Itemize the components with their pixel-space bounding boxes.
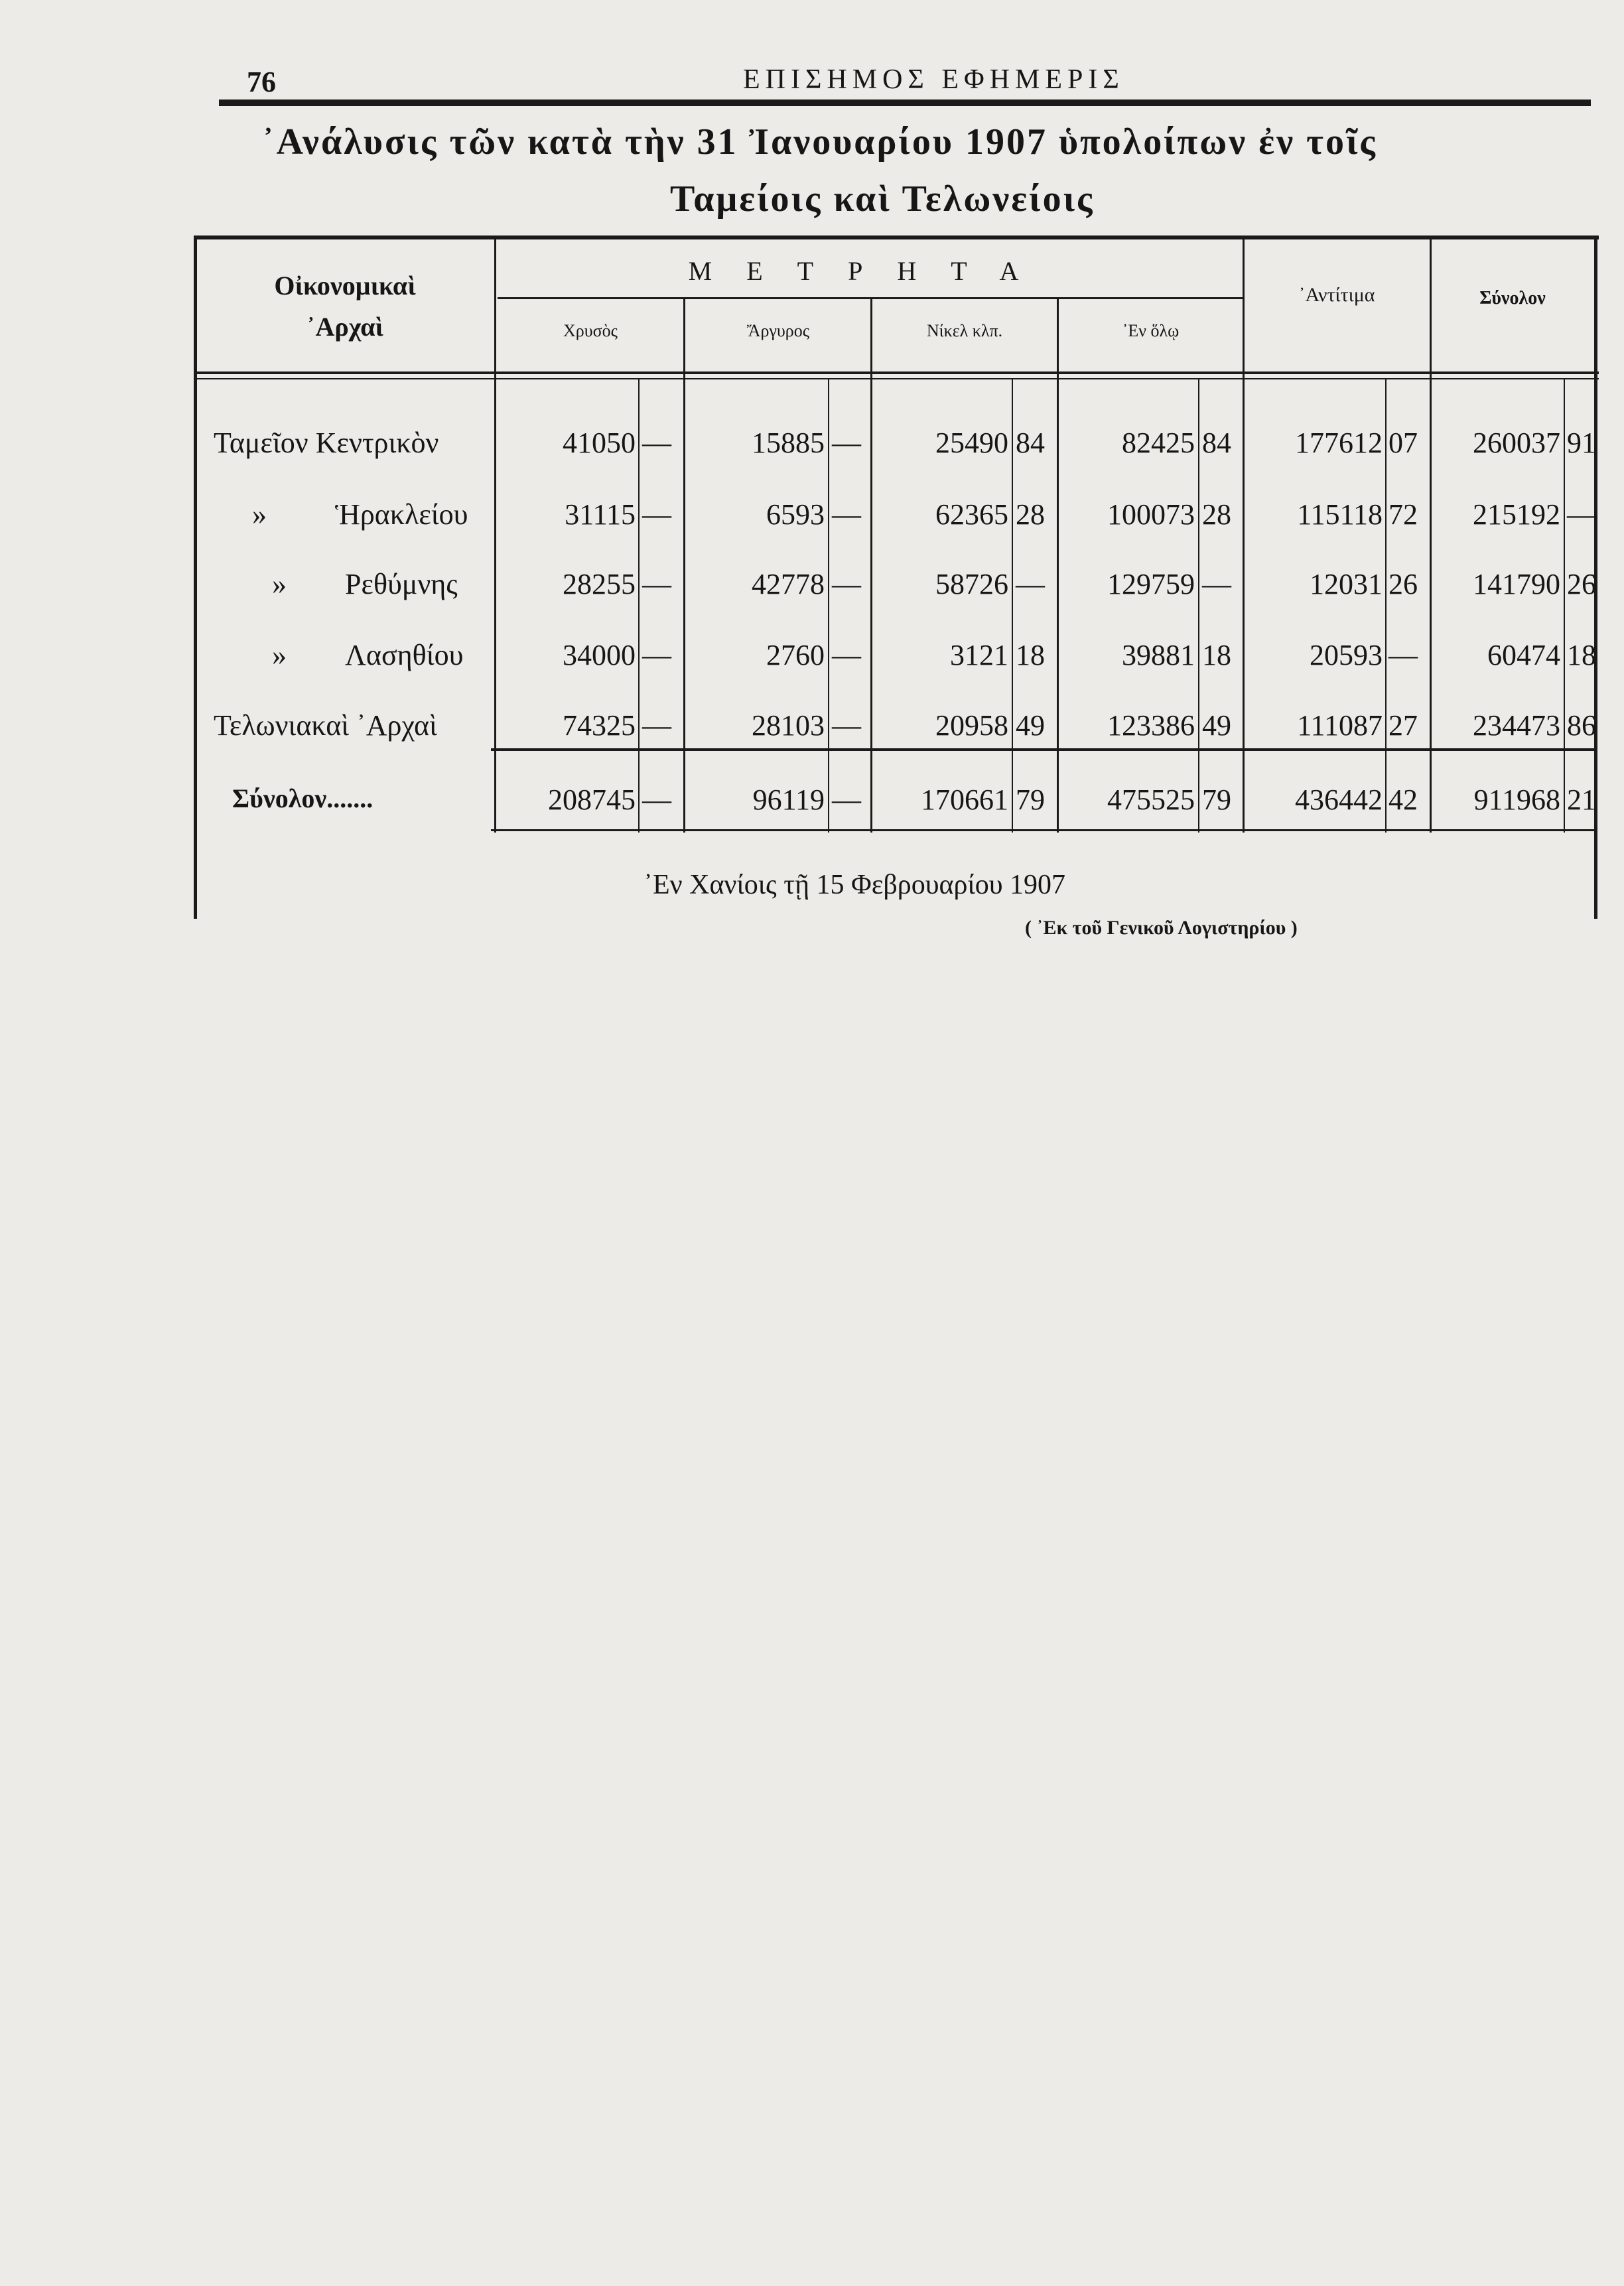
cell-total-frac: 91 (1567, 427, 1596, 459)
cell-silver-frac: — (832, 427, 861, 459)
cell-total-frac: — (1567, 498, 1596, 531)
total-silver: 96119 (752, 783, 825, 816)
cell-silver-frac: — (832, 639, 861, 671)
cell-equiv: 177612 (1295, 427, 1383, 459)
gazette-title: ΕΠΙΣΗΜΟΣ ΕΦΗΜΕΡΙΣ (743, 64, 1124, 95)
header-total: Σύνολον (1479, 288, 1546, 308)
table-top-rule (194, 235, 1599, 239)
header-equivalents: ᾿Αντίτιμα (1298, 284, 1375, 306)
fraction-divider (638, 379, 640, 833)
header-rule (219, 100, 1591, 106)
cell-silver: 15885 (752, 427, 825, 459)
header-bottom-rule (194, 371, 1599, 374)
totals-label: Σύνολον....... (232, 783, 373, 813)
source-note: ( ᾿Εκ τοῦ Γενικοῦ Λογιστηρίου ) (1025, 917, 1298, 939)
cell-cash-frac: 84 (1202, 427, 1231, 459)
table-title-line1: ᾿Ανάλυσις τῶν κατὰ τὴν 31 Ἰανουαρίου 1907 ὑπολοίπων ἐν τοῖς (262, 121, 1377, 163)
total-total-frac: 21 (1567, 783, 1596, 816)
header-authorities (199, 265, 491, 348)
cell-equiv: 115118 (1297, 498, 1383, 531)
cell-nickel: 3121 (950, 639, 1008, 671)
cell-nickel: 20958 (935, 709, 1008, 742)
fraction-divider (1385, 379, 1387, 833)
cell-cash: 39881 (1122, 639, 1195, 671)
total-nickel-frac: 79 (1016, 783, 1045, 816)
cell-cash-frac: 28 (1202, 498, 1231, 531)
cell-gold-frac: — (642, 709, 671, 742)
column-divider (870, 297, 872, 833)
cell-cash: 82425 (1122, 427, 1195, 459)
cell-gold-frac: — (642, 498, 671, 531)
cell-total-frac: 86 (1567, 709, 1596, 742)
cell-silver-frac: — (832, 498, 861, 531)
cell-gold-frac: — (642, 639, 671, 671)
cell-gold: 28255 (563, 568, 636, 600)
total-gold: 208745 (548, 783, 636, 816)
cell-equiv: 20593 (1310, 639, 1383, 671)
cell-total-frac: 26 (1567, 568, 1596, 600)
row-label: Τελωνιακαὶ ᾿Αρχαὶ (214, 709, 437, 742)
cell-equiv: 111087 (1297, 709, 1383, 742)
cell-equiv-frac: 26 (1388, 568, 1418, 600)
column-divider (494, 235, 496, 833)
cell-silver-frac: — (832, 709, 861, 742)
header-total-cash: ᾿Εν ὅλῳ (1122, 321, 1180, 340)
total-cash: 475525 (1107, 783, 1195, 816)
cell-total: 234473 (1473, 709, 1560, 742)
cell-cash: 123386 (1107, 709, 1195, 742)
row-prefix: » (272, 639, 287, 671)
cell-gold: 31115 (565, 498, 636, 531)
cell-cash: 100073 (1107, 498, 1195, 531)
cell-gold: 41050 (563, 427, 636, 459)
column-divider (1057, 297, 1059, 833)
header-silver: Ἄργυρος (746, 321, 810, 340)
fraction-divider (1564, 379, 1565, 833)
cell-nickel: 58726 (935, 568, 1008, 600)
total-equiv: 436442 (1295, 783, 1383, 816)
header-gold: Χρυσὸς (563, 321, 618, 340)
cell-gold: 74325 (563, 709, 636, 742)
cell-equiv-frac: — (1388, 639, 1418, 671)
cell-gold: 34000 (563, 639, 636, 671)
cell-silver: 2760 (766, 639, 825, 671)
table-title-line2: Ταμείοις καὶ Τελωνείοις (670, 178, 1095, 220)
cell-silver: 28103 (752, 709, 825, 742)
header-metrita: ΜΕΤΡΗΤΑ (688, 256, 1053, 286)
cell-equiv-frac: 07 (1388, 427, 1418, 459)
page-number: 76 (247, 66, 276, 98)
row-label: Λασηθίου (345, 639, 464, 671)
row-label: Ταμεῖον Κεντρικὸν (214, 427, 439, 459)
row-prefix: » (272, 568, 287, 600)
table-left-rule (194, 235, 197, 919)
cell-cash-frac: 18 (1202, 639, 1231, 671)
header-bottom-rule-double (194, 378, 1599, 379)
row-label: Ρεθύμνης (345, 568, 458, 600)
cell-total: 141790 (1473, 568, 1560, 600)
cell-silver: 6593 (766, 498, 825, 531)
cell-nickel-frac: 49 (1016, 709, 1045, 742)
total-gold-frac: — (642, 783, 671, 816)
total-cash-frac: 79 (1202, 783, 1231, 816)
header-authorities-line1: Οἰκονομικαὶ (274, 271, 416, 301)
cell-silver: 42778 (752, 568, 825, 600)
fraction-divider (1012, 379, 1013, 833)
total-total: 911968 (1473, 783, 1560, 816)
fraction-divider (1198, 379, 1199, 833)
cell-silver-frac: — (832, 568, 861, 600)
cell-total: 215192 (1473, 498, 1560, 531)
cell-cash: 129759 (1107, 568, 1195, 600)
cell-gold-frac: — (642, 568, 671, 600)
cell-nickel: 25490 (935, 427, 1008, 459)
total-nickel: 170661 (921, 783, 1008, 816)
header-authorities-line2: ᾿Αρχαὶ (306, 312, 383, 342)
header-nickel: Νίκελ κλπ. (926, 321, 1003, 340)
cell-total: 60474 (1487, 639, 1560, 671)
cell-total: 260037 (1473, 427, 1560, 459)
row-label: Ἡρακλείου (335, 498, 468, 531)
place-date: ᾿Εν Χανίοις τῇ 15 Φεβρουαρίου 1907 (643, 870, 1066, 900)
cell-nickel-frac: — (1016, 568, 1045, 600)
column-divider (1430, 235, 1432, 833)
column-divider (683, 297, 685, 833)
row-prefix: » (252, 498, 267, 531)
cell-nickel: 62365 (935, 498, 1008, 531)
cell-cash-frac: 49 (1202, 709, 1231, 742)
fraction-divider (828, 379, 829, 833)
cell-nickel-frac: 18 (1016, 639, 1045, 671)
cell-gold-frac: — (642, 427, 671, 459)
total-equiv-frac: 42 (1388, 783, 1418, 816)
cell-equiv-frac: 72 (1388, 498, 1418, 531)
cell-total-frac: 18 (1567, 639, 1596, 671)
cell-nickel-frac: 28 (1016, 498, 1045, 531)
cell-equiv: 12031 (1310, 568, 1383, 600)
column-divider (1243, 235, 1245, 833)
total-silver-frac: — (832, 783, 861, 816)
cell-cash-frac: — (1202, 568, 1231, 600)
cell-equiv-frac: 27 (1388, 709, 1418, 742)
cell-nickel-frac: 84 (1016, 427, 1045, 459)
